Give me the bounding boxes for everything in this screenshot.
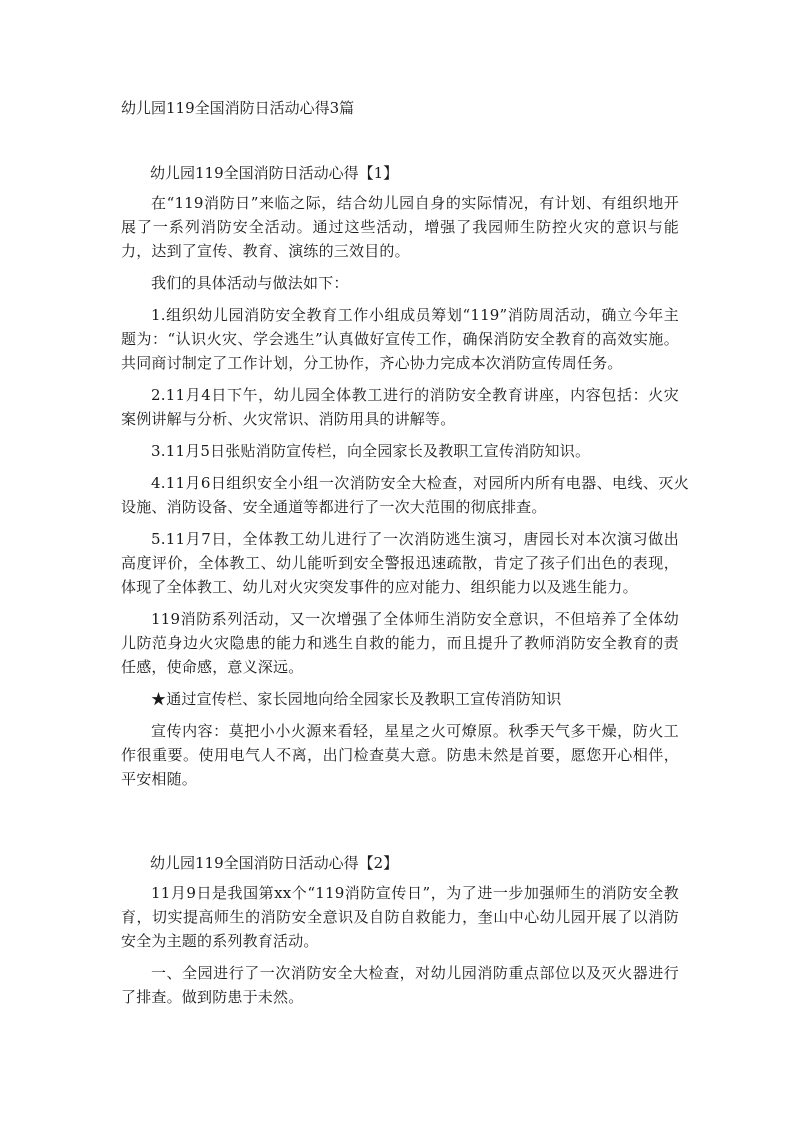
- paragraph: 1.组织幼儿园消防安全教育工作小组成员筹划“119”消防周活动，确立今年主题为：“认识火灾、学会逃生”认真做好宣传工作，确保消防安全教育的高效实施。共同商讨制定了工作计划，分工协作，齐心协力完成本次消防宣传周任务。: [121, 306, 679, 372]
- paragraph: 在“119消防日”来临之际，结合幼儿园自身的实际情况，有计划、有组织地开展了一系列消防安全活动。通过这些活动，增强了我园师生防控火灾的意识与能力，达到了宣传、教育、演练的三效目的。: [121, 194, 679, 260]
- paragraph: 3.11月5日张贴消防宣传栏，向全园家长及教职工宣传消防知识。: [151, 442, 591, 460]
- document-title: 幼儿园119全国消防日活动心得3篇: [121, 99, 355, 117]
- paragraph: 4.11月6日组织安全小组一次消防安全大检查，对园所内所有电器、电线、灭火设施、消防设备、安全通道等都进行了一次大范围的彻底排查。: [121, 474, 689, 516]
- paragraph: 我们的具体活动与做法如下：: [151, 274, 349, 292]
- section-1: [121, 163, 689, 799]
- paragraph: 一、全园进行了一次消防安全大检查，对幼儿园消防重点部位以及灭火器进行了排查。做到防患于未然。: [121, 964, 679, 1006]
- section-1-heading: 幼儿园119全国消防日活动心得【1】: [150, 164, 399, 182]
- section-2-heading: 幼儿园119全国消防日活动心得【2】: [150, 854, 399, 872]
- paragraph: 11月9日是我国第xx个“119消防宣传日”，为了进一步加强师生的消防安全教育，切实提高师生的消防安全意识及自防自救能力，奎山中心幼儿园开展了以消防安全为主题的系列教育活动。: [121, 884, 679, 950]
- section-2: [121, 853, 679, 1017]
- star-note: ★通过宣传栏、家长园地向给全园家长及教职工宣传消防知识: [151, 690, 562, 708]
- paragraph: 宣传内容：莫把小小火源来看轻，星星之火可燎原。秋季天气多干燥，防火工作很重要。使用电气人不离，出门检查莫大意。防患未然是首要，愿您开心相伴，平安相随。: [121, 722, 679, 788]
- paragraph: 119消防系列活动，又一次增强了全体师生消防安全意识，不但培养了全体幼儿防范身边火灾隐患的能力和逃生自救的能力，而且提升了教师消防安全教育的责任感，使命感，意义深远。: [121, 610, 679, 676]
- paragraph: 2.11月4日下午，幼儿园全体教工进行的消防安全教育讲座，内容包括：火灾案例讲解与分析、火灾常识、消防用具的讲解等。: [121, 386, 679, 428]
- paragraph: 5.11月7日，全体教工幼儿进行了一次消防逃生演习，唐园长对本次演习做出高度评价，全体教工、幼儿能听到安全警报迅速疏散，肯定了孩子们出色的表现，体现了全体教工、幼儿对火灾突发事件的应对能力、组织能力以及逃生能力。: [121, 530, 679, 596]
